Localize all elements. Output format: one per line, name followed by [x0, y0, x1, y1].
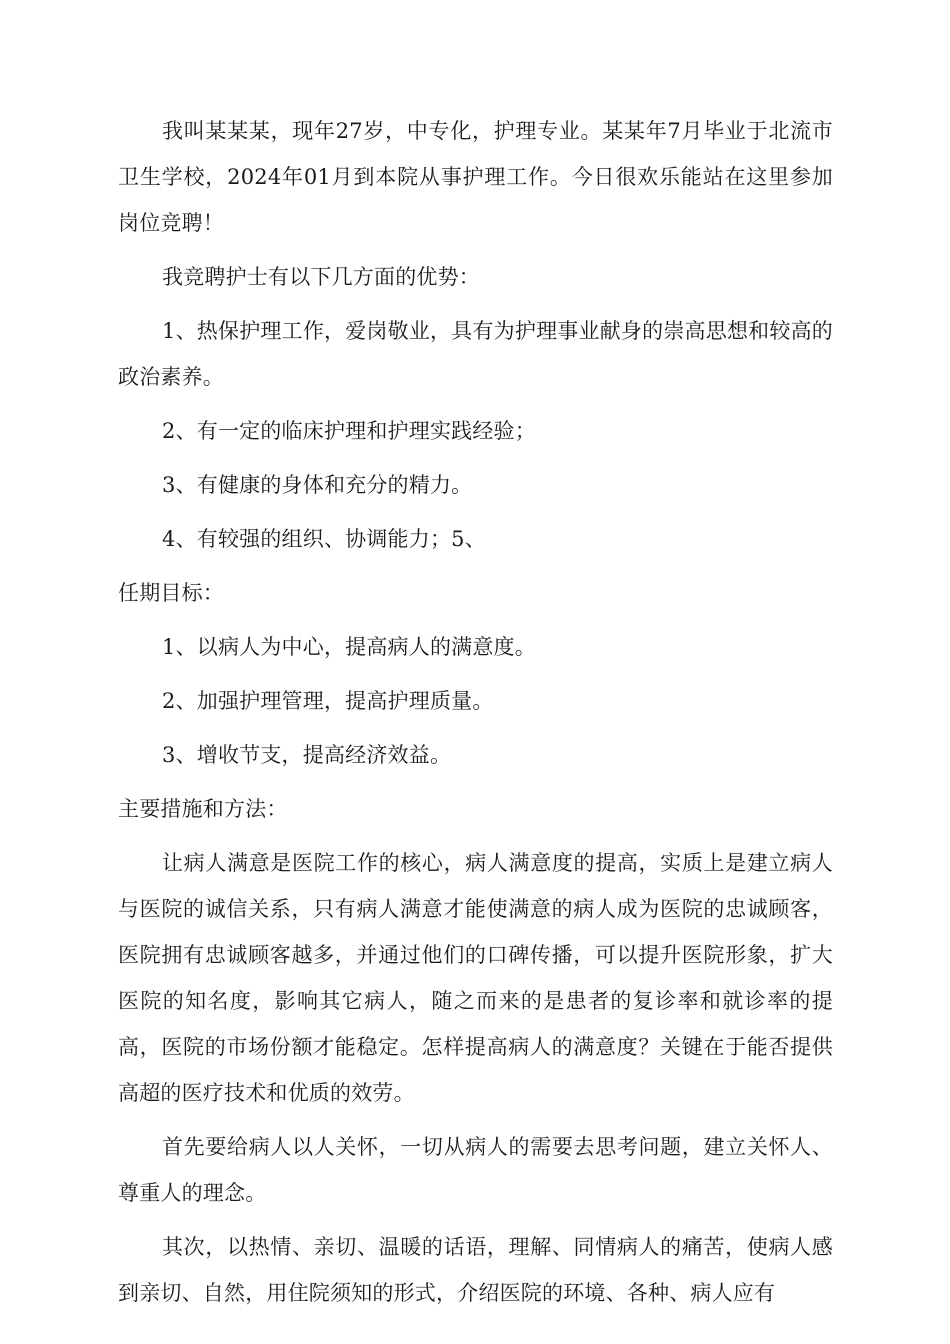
document-body	[118, 108, 833, 1324]
paragraph-advantages-heading: 我竞聘护士有以下几方面的优势：	[162, 265, 480, 289]
list-item-advantage-1: 1、热保护理工作，爱岗敬业，具有为护理事业献身的崇高思想和较高的政治素养。	[118, 319, 833, 389]
paragraph-intro: 我叫某某某，现年27岁，中专化，护理专业。某某年7月毕业于北流市卫生学校，2024年01月到本院从事护理工作。今日很欢乐能站在这里参加岗位竞聘！	[118, 119, 833, 235]
section-heading-measures: 主要措施和方法：	[118, 797, 288, 821]
list-item-advantage-2: 2、有一定的临床护理和护理实践经验；	[162, 419, 536, 443]
list-item-goal-3: 3、增收节支，提高经济效益。	[162, 743, 452, 767]
paragraph-warmth: 其次，以热情、亲切、温暖的话语，理解、同情病人的痛苦，使病人感到亲切、自然，用住院须知的形式，介绍医院的环境、各种、病人应有	[118, 1235, 833, 1305]
paragraph-satisfaction: 让病人满意是医院工作的核心，病人满意度的提高，实质上是建立病人与医院的诚信关系，只有病人满意才能使满意的病人成为医院的忠诚顾客，医院拥有忠诚顾客越多，并通过他们的口碑传播，可以提升医院形象，扩大医院的知名度，影响其它病人，随之而来的是患者的复诊率和就诊率的提高，医院的市场份额才能稳定。怎样提高病人的满意度？关键在于能否提供高超的医疗技术和优质的效劳。	[118, 851, 833, 1105]
list-item-goal-1: 1、以病人为中心，提高病人的满意度。	[162, 635, 536, 659]
list-item-advantage-3: 3、有健康的身体和充分的精力。	[162, 473, 473, 497]
section-heading-goals: 任期目标：	[118, 581, 224, 605]
list-item-advantage-4: 4、有较强的组织、协调能力；5、	[162, 527, 486, 551]
paragraph-care: 首先要给病人以人关怀，一切从病人的需要去思考问题，建立关怀人、尊重人的理念。	[118, 1135, 833, 1205]
list-item-goal-2: 2、加强护理管理，提高护理质量。	[162, 689, 494, 713]
